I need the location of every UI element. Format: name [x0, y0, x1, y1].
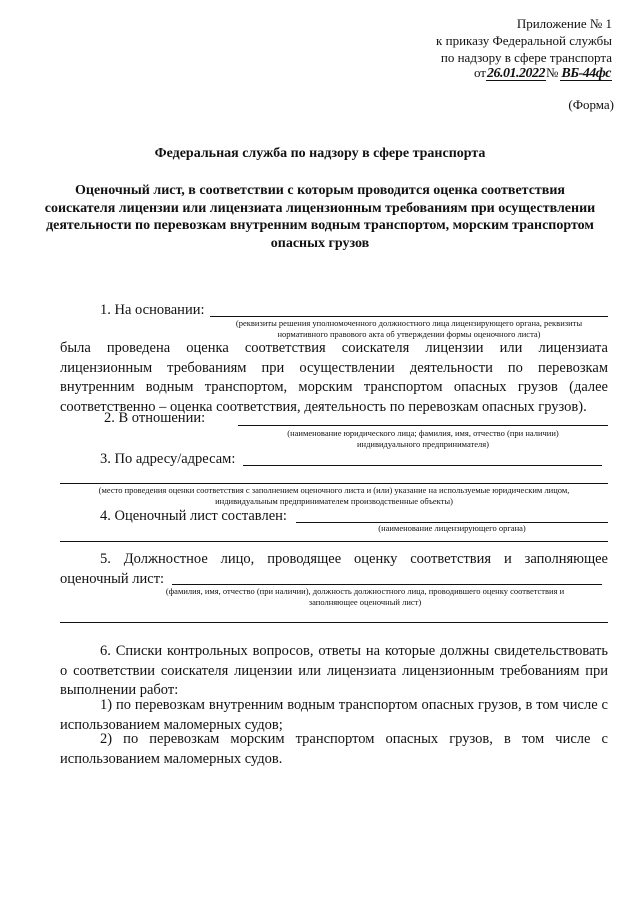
section3-label: 3. По адресу/адресам: — [100, 451, 236, 467]
section5-fill-line-1[interactable] — [172, 584, 602, 585]
section4-fill-line-2[interactable] — [60, 541, 608, 542]
appendix-order-ref: к приказу Федеральной службы — [436, 33, 612, 48]
section1-fill-line[interactable] — [210, 316, 608, 317]
appendix-date-number — [474, 65, 612, 81]
section3-caption-line2: индивидуальным предпринимателем производственные объекты) — [215, 496, 453, 506]
section6-item1: 1) по перевозкам внутренним водным транспортом опасных грузов, в том числе с использованием маломерных судов; — [60, 697, 608, 733]
section4-label: 4. Оценочный лист составлен: — [100, 508, 287, 524]
appendix-title: Приложение № 1 — [516, 16, 612, 31]
section3-fill-line-1[interactable] — [243, 465, 602, 466]
form-label: (Форма) — [568, 97, 614, 112]
section3-caption — [40, 485, 628, 507]
section5-caption — [110, 586, 620, 608]
section3-caption-line1: (место проведения оценки соответствия с заполнением оценочного листа и (или) указание на используемые юридическим лицом, — [98, 485, 570, 495]
section4-caption: (наименование лицензирующего органа) — [378, 523, 526, 533]
handwritten-date: 26.01.2022 — [486, 66, 545, 81]
section5-line1: 5. Должностное лицо, проводящее оценку соответствия и заполняющее — [100, 551, 608, 567]
section2-caption-line2: индивидуального предпринимателя) — [357, 439, 489, 449]
handwritten-number: ВБ-44фс — [561, 66, 611, 81]
appendix-agency-ref: по надзору в сфере транспорта — [440, 50, 612, 65]
section1-caption-line2: нормативного правового акта об утверждении формы оценочного листа) — [277, 329, 541, 339]
section5-caption-line1: (фамилия, имя, отчество (при наличии), должность должностного лица, проводившего оценку соответствия и — [165, 586, 565, 596]
section1-text: была проведена оценка соответствия соискателя лицензии или лицензиата лицензионным требованиям при осуществлении деятельности по перевозкам внутренним водным транспортом, морским транспортом опасных грузов (далее соответственно – оценка соответствия, деятельность по перевозкам опасных грузов). — [60, 340, 608, 415]
section1-label: 1. На основании: — [100, 302, 205, 318]
section2-caption — [238, 428, 608, 450]
section5-fill-line-2[interactable] — [60, 622, 608, 623]
section3-fill-line-2[interactable] — [60, 483, 608, 484]
section6-item2: 2) по перевозкам морским транспортом опасных грузов, в том числе с использованием маломерных судов. — [60, 731, 608, 767]
document-title: Оценочный лист, в соответствии с которым проводится оценка соответствия соискателя лицензии или лицензиата лицензионным требованиям при осуществлении деятельности по перевозкам внутренним водным транспортом, морским транспортом опасных грузов — [44, 183, 596, 251]
number-prefix: № — [545, 65, 559, 80]
agency-heading: Федеральная служба по надзору в сфере транспорта — [154, 146, 486, 161]
section6-text: 6. Списки контрольных вопросов, ответы на которые должны свидетельствовать о соответствии соискателя лицензии или лицензиата лицензионным требованиям при выполнении работ: — [60, 643, 608, 698]
section1-caption-line1: (реквизиты решения уполномоченного должностного лица лицензирующего органа, реквизиты — [235, 318, 583, 328]
section2-label: 2. В отношении: — [104, 410, 206, 426]
section5-caption-line2: заполняющее оценочный лист) — [308, 597, 422, 607]
section2-fill-line[interactable] — [238, 425, 608, 426]
section2-caption-line1: (наименование юридического лица; фамилия, имя, отчество (при наличии) — [287, 428, 559, 438]
date-prefix: от — [473, 65, 486, 80]
section1-caption — [208, 318, 610, 340]
section5-label: оценочный лист: — [60, 571, 165, 587]
